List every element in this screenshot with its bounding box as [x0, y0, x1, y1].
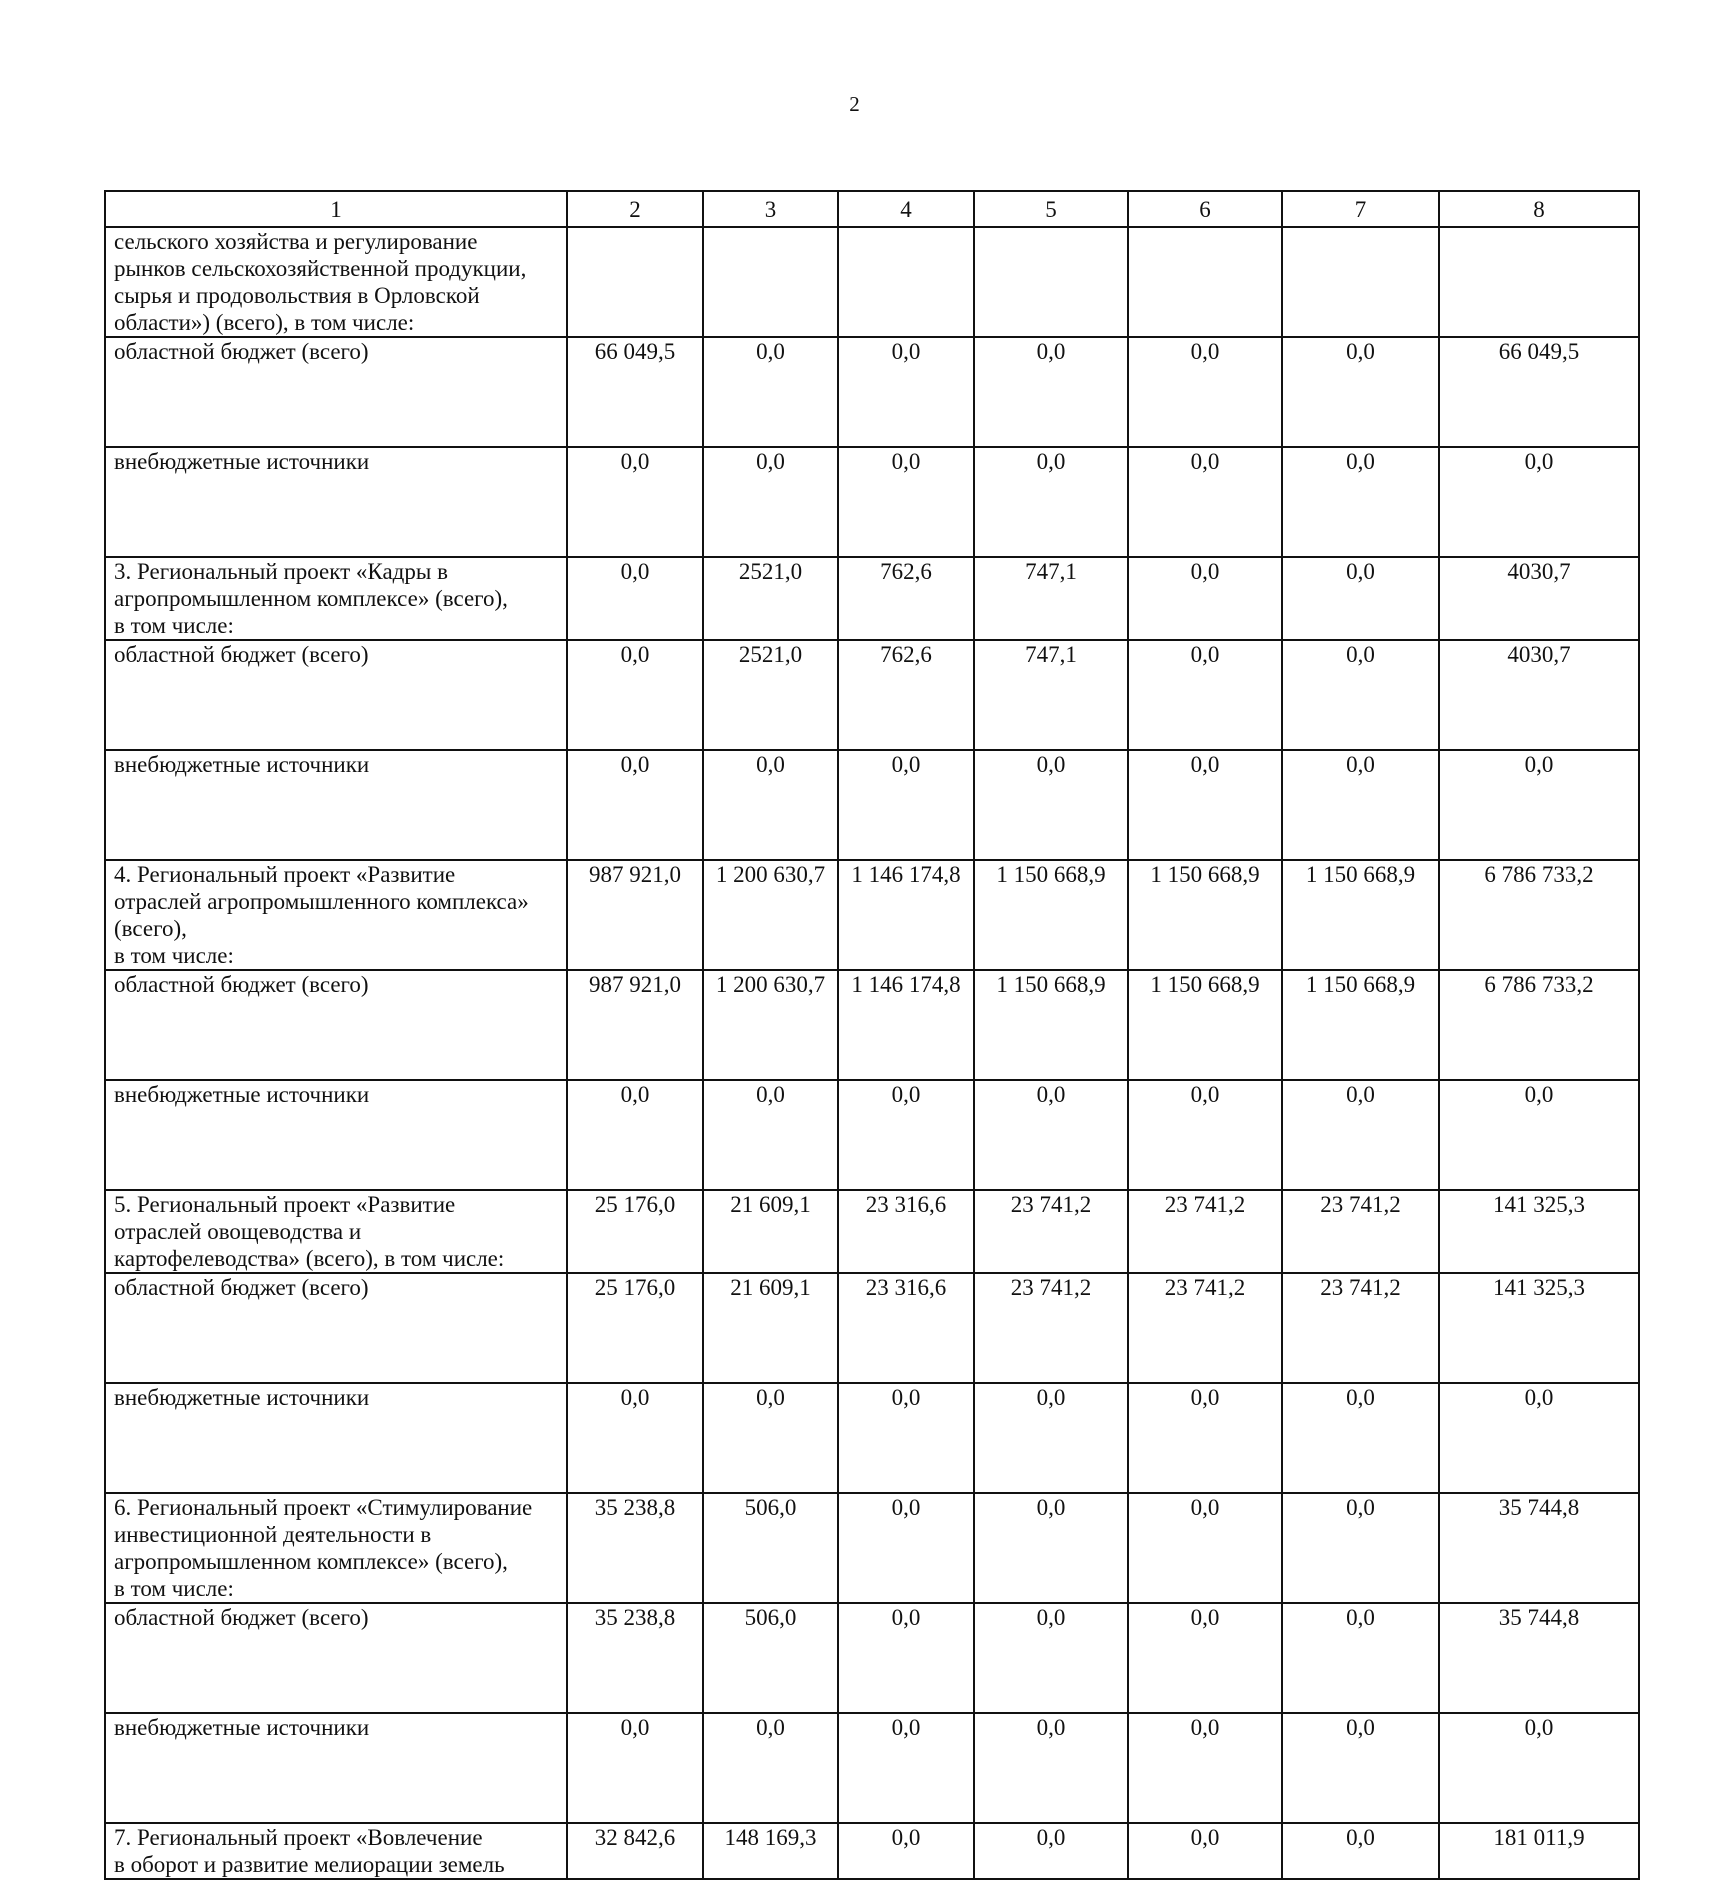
value-cell: 0,0 — [974, 1493, 1128, 1603]
value-cell — [1439, 227, 1639, 337]
value-cell: 0,0 — [1282, 640, 1439, 750]
value-cell: 0,0 — [1128, 1493, 1282, 1603]
value-cell: 23 741,2 — [1128, 1273, 1282, 1383]
row-label-cell: 3. Региональный проект «Кадры в агропромышленном комплексе» (всего), в том числе: — [105, 557, 567, 640]
value-cell: 0,0 — [1128, 337, 1282, 447]
value-cell: 987 921,0 — [567, 970, 703, 1080]
value-cell: 0,0 — [567, 1383, 703, 1493]
value-cell — [703, 227, 838, 337]
value-cell: 2521,0 — [703, 557, 838, 640]
value-cell: 141 325,3 — [1439, 1190, 1639, 1273]
value-cell: 0,0 — [974, 750, 1128, 860]
value-cell: 0,0 — [703, 447, 838, 557]
value-cell: 747,1 — [974, 640, 1128, 750]
value-cell: 0,0 — [974, 1713, 1128, 1823]
table-row — [105, 227, 1639, 337]
value-cell: 23 741,2 — [974, 1273, 1128, 1383]
table-row — [105, 557, 1639, 640]
row-label-cell: внебюджетные источники — [105, 1080, 567, 1190]
value-cell: 4030,7 — [1439, 557, 1639, 640]
value-cell: 1 150 668,9 — [974, 860, 1128, 970]
value-cell: 747,1 — [974, 557, 1128, 640]
table-body — [105, 191, 1639, 1879]
value-cell: 1 146 174,8 — [838, 970, 974, 1080]
value-cell: 0,0 — [1282, 1713, 1439, 1823]
row-label-cell: областной бюджет (всего) — [105, 970, 567, 1080]
value-cell: 23 316,6 — [838, 1273, 974, 1383]
row-label-cell: областной бюджет (всего) — [105, 640, 567, 750]
value-cell: 35 744,8 — [1439, 1493, 1639, 1603]
table-row — [105, 1190, 1639, 1273]
table-row — [105, 1713, 1639, 1823]
value-cell: 0,0 — [567, 750, 703, 860]
value-cell: 21 609,1 — [703, 1273, 838, 1383]
table-row — [105, 1823, 1639, 1879]
value-cell: 0,0 — [1282, 557, 1439, 640]
value-cell: 0,0 — [1282, 1383, 1439, 1493]
value-cell: 0,0 — [703, 337, 838, 447]
value-cell — [838, 227, 974, 337]
value-cell: 0,0 — [1128, 447, 1282, 557]
value-cell: 1 150 668,9 — [1128, 860, 1282, 970]
value-cell: 0,0 — [838, 1080, 974, 1190]
row-label-cell: областной бюджет (всего) — [105, 337, 567, 447]
value-cell: 0,0 — [974, 1080, 1128, 1190]
value-cell: 0,0 — [703, 750, 838, 860]
value-cell: 0,0 — [838, 1713, 974, 1823]
value-cell: 0,0 — [974, 447, 1128, 557]
value-cell: 148 169,3 — [703, 1823, 838, 1879]
column-number-cell: 3 — [703, 191, 838, 227]
value-cell: 0,0 — [838, 447, 974, 557]
value-cell: 0,0 — [1282, 1603, 1439, 1713]
value-cell: 0,0 — [1282, 1080, 1439, 1190]
page-number: 2 — [849, 92, 860, 116]
row-label-cell: областной бюджет (всего) — [105, 1273, 567, 1383]
value-cell: 0,0 — [1439, 1080, 1639, 1190]
row-label-cell: внебюджетные источники — [105, 750, 567, 860]
value-cell: 0,0 — [567, 640, 703, 750]
table-row — [105, 750, 1639, 860]
value-cell: 66 049,5 — [567, 337, 703, 447]
value-cell: 0,0 — [1128, 1713, 1282, 1823]
value-cell: 35 744,8 — [1439, 1603, 1639, 1713]
table-row — [105, 1493, 1639, 1603]
table-row — [105, 1383, 1639, 1493]
row-label-cell: внебюджетные источники — [105, 447, 567, 557]
row-label-cell: внебюджетные источники — [105, 1713, 567, 1823]
value-cell: 0,0 — [1128, 557, 1282, 640]
table-row — [105, 1080, 1639, 1190]
value-cell: 141 325,3 — [1439, 1273, 1639, 1383]
value-cell: 1 150 668,9 — [1282, 860, 1439, 970]
value-cell: 0,0 — [1282, 1823, 1439, 1879]
value-cell: 0,0 — [1282, 337, 1439, 447]
value-cell: 25 176,0 — [567, 1273, 703, 1383]
value-cell: 35 238,8 — [567, 1603, 703, 1713]
value-cell: 0,0 — [838, 337, 974, 447]
table-row — [105, 447, 1639, 557]
value-cell: 0,0 — [567, 557, 703, 640]
value-cell: 0,0 — [838, 1493, 974, 1603]
value-cell — [567, 227, 703, 337]
value-cell: 0,0 — [1128, 1383, 1282, 1493]
row-label-cell: 5. Региональный проект «Развитие отраслей овощеводства и картофелеводства» (всего), в том числе: — [105, 1190, 567, 1273]
column-number-cell: 8 — [1439, 191, 1639, 227]
table-row — [105, 860, 1639, 970]
column-number-cell: 7 — [1282, 191, 1439, 227]
table-row — [105, 1603, 1639, 1713]
value-cell: 987 921,0 — [567, 860, 703, 970]
value-cell: 0,0 — [1128, 1080, 1282, 1190]
value-cell: 35 238,8 — [567, 1493, 703, 1603]
value-cell: 762,6 — [838, 640, 974, 750]
value-cell: 25 176,0 — [567, 1190, 703, 1273]
table-row — [105, 640, 1639, 750]
table-header-row — [105, 191, 1639, 227]
column-number-cell: 4 — [838, 191, 974, 227]
value-cell: 0,0 — [838, 750, 974, 860]
value-cell: 21 609,1 — [703, 1190, 838, 1273]
value-cell: 0,0 — [1128, 640, 1282, 750]
value-cell: 1 146 174,8 — [838, 860, 974, 970]
value-cell: 0,0 — [1282, 1493, 1439, 1603]
value-cell: 0,0 — [974, 1823, 1128, 1879]
value-cell: 1 150 668,9 — [974, 970, 1128, 1080]
value-cell: 506,0 — [703, 1603, 838, 1713]
row-label-cell: областной бюджет (всего) — [105, 1603, 567, 1713]
value-cell: 23 741,2 — [1282, 1190, 1439, 1273]
value-cell: 0,0 — [974, 1603, 1128, 1713]
table-row — [105, 337, 1639, 447]
value-cell: 0,0 — [1128, 1823, 1282, 1879]
value-cell: 2521,0 — [703, 640, 838, 750]
value-cell: 0,0 — [838, 1383, 974, 1493]
column-number-cell: 1 — [105, 191, 567, 227]
value-cell: 23 741,2 — [1128, 1190, 1282, 1273]
value-cell — [974, 227, 1128, 337]
value-cell: 1 150 668,9 — [1282, 970, 1439, 1080]
column-number-cell: 6 — [1128, 191, 1282, 227]
value-cell: 23 741,2 — [974, 1190, 1128, 1273]
value-cell: 0,0 — [838, 1603, 974, 1713]
value-cell: 4030,7 — [1439, 640, 1639, 750]
value-cell: 0,0 — [1439, 750, 1639, 860]
row-label-cell: 4. Региональный проект «Развитие отраслей агропромышленного комплекса» (всего), в том числе: — [105, 860, 567, 970]
value-cell: 0,0 — [567, 1713, 703, 1823]
row-label-cell: 7. Региональный проект «Вовлечение в оборот и развитие мелиорации земель — [105, 1823, 567, 1879]
value-cell: 66 049,5 — [1439, 337, 1639, 447]
value-cell: 0,0 — [703, 1383, 838, 1493]
value-cell: 0,0 — [1282, 447, 1439, 557]
value-cell: 0,0 — [703, 1713, 838, 1823]
value-cell: 0,0 — [567, 447, 703, 557]
column-number-cell: 5 — [974, 191, 1128, 227]
budget-table — [104, 190, 1640, 1880]
value-cell: 181 011,9 — [1439, 1823, 1639, 1879]
value-cell: 0,0 — [838, 1823, 974, 1879]
value-cell: 0,0 — [1439, 1713, 1639, 1823]
value-cell: 0,0 — [974, 1383, 1128, 1493]
value-cell: 0,0 — [703, 1080, 838, 1190]
value-cell: 1 200 630,7 — [703, 860, 838, 970]
value-cell: 0,0 — [1439, 1383, 1639, 1493]
column-number-cell: 2 — [567, 191, 703, 227]
row-label-cell: внебюджетные источники — [105, 1383, 567, 1493]
value-cell — [1282, 227, 1439, 337]
value-cell: 0,0 — [1128, 750, 1282, 860]
value-cell: 506,0 — [703, 1493, 838, 1603]
value-cell: 0,0 — [1282, 750, 1439, 860]
row-label-cell: сельского хозяйства и регулирование рынков сельскохозяйственной продукции, сырья и продовольствия в Орловской области») (всего), в том числе: — [105, 227, 567, 337]
value-cell: 1 150 668,9 — [1128, 970, 1282, 1080]
value-cell: 1 200 630,7 — [703, 970, 838, 1080]
table-row — [105, 1273, 1639, 1383]
value-cell — [1128, 227, 1282, 337]
value-cell: 0,0 — [567, 1080, 703, 1190]
value-cell: 32 842,6 — [567, 1823, 703, 1879]
value-cell: 0,0 — [1128, 1603, 1282, 1713]
value-cell: 23 316,6 — [838, 1190, 974, 1273]
value-cell: 0,0 — [974, 337, 1128, 447]
table-row — [105, 970, 1639, 1080]
value-cell: 6 786 733,2 — [1439, 860, 1639, 970]
value-cell: 23 741,2 — [1282, 1273, 1439, 1383]
row-label-cell: 6. Региональный проект «Стимулирование инвестиционной деятельности в агропромышленном комплексе» (всего), в том числе: — [105, 1493, 567, 1603]
value-cell: 6 786 733,2 — [1439, 970, 1639, 1080]
value-cell: 0,0 — [1439, 447, 1639, 557]
value-cell: 762,6 — [838, 557, 974, 640]
